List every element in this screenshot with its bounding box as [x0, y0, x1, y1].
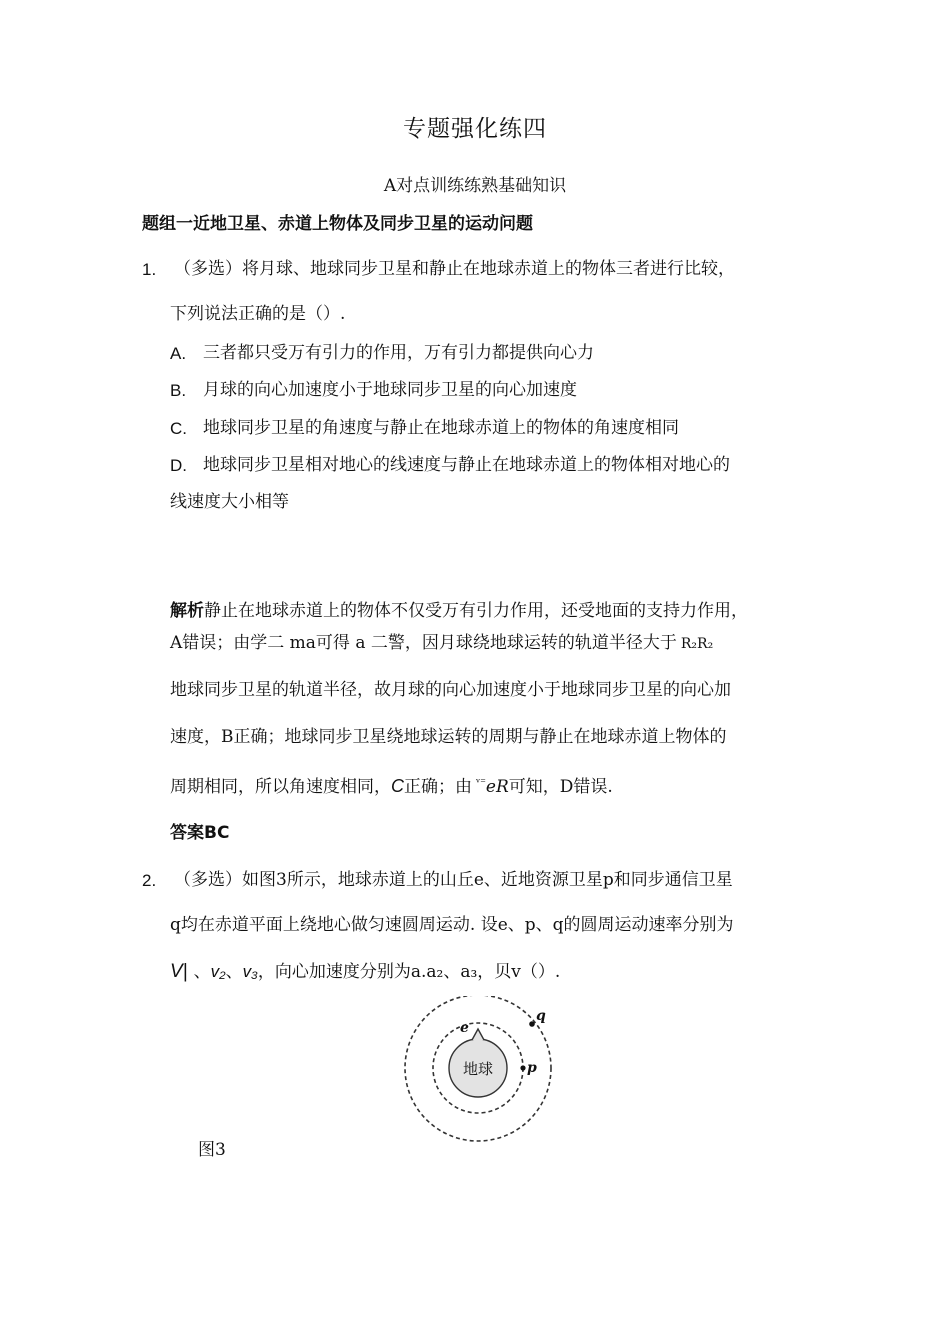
separator-1: 、: [193, 962, 211, 982]
option-b-text: 月球的向心加速度小于地球同步卫星的向心加速度: [203, 380, 577, 400]
analysis-text-1: 静止在地球赤道上的物体不仅受万有引力作用，还受地面的支持力作用，: [204, 601, 748, 621]
formula-eR: eR: [485, 777, 509, 797]
question-2-stem-line3-rest: ，向心加速度分别为a.a₂、a₃，贝v（）.: [257, 962, 561, 982]
option-d-text: 地球同步卫星相对地心的线速度与静止在地球赤道上的物体相对地心的: [203, 455, 730, 475]
question-1-number: 1.: [142, 260, 157, 279]
analysis-text-2: A错误；由学二 ma可得 a 二警，因月球绕地球运转的轨道半径大于: [170, 633, 677, 653]
option-d-label: D.: [170, 456, 187, 475]
analysis-line-1: [170, 603, 748, 620]
satellite-q-dot: [529, 1021, 535, 1027]
label-e: e: [460, 1020, 469, 1036]
analysis-line-4: 速度，B正确；地球同步卫星绕地球运转的周期与静止在地球赤道上物体的: [170, 727, 727, 747]
question-2-stem-line1: （多选）如图3所示，地球赤道上的山丘e、近地资源卫星p和同步通信卫星: [174, 870, 733, 890]
analysis-text-5-end: 可知，D错误.: [508, 777, 613, 797]
earth-label: 地球: [462, 1060, 494, 1078]
orbit-diagram: [400, 996, 560, 1146]
question-2-stem-line2: q均在赤道平面上绕地心做匀速圆周运动. 设e、p、q的圆周运动速率分别为: [170, 915, 734, 935]
page-title: 专题强化练四: [403, 116, 547, 142]
answer: 答案BC: [170, 823, 230, 843]
analysis-line-5: [170, 777, 613, 796]
analysis-text-5b: 正确；由: [404, 777, 472, 797]
section-heading: 题组一近地卫星、赤道上物体及同步卫星的运动问题: [142, 214, 533, 234]
analysis-label: 解析: [170, 601, 204, 621]
symbol-v2: v₂: [210, 962, 226, 981]
analysis-fraction-denominators: R₂R₂: [680, 636, 714, 652]
figure-caption: 图3: [198, 1140, 226, 1160]
option-b-label: B.: [170, 381, 187, 400]
analysis-line-2: [170, 635, 713, 652]
label-p: p: [527, 1060, 537, 1076]
option-c-label: C.: [170, 419, 187, 438]
satellite-p-dot: [520, 1065, 525, 1070]
separator-2: 、: [225, 962, 243, 982]
label-q: q: [536, 1008, 546, 1024]
page-subtitle: A对点训练练熟基础知识: [383, 176, 567, 196]
analysis-line-3: 地球同步卫星的轨道半径，故月球的向心加速度小于地球同步卫星的向心加: [170, 680, 731, 700]
formula-superscript: ᵛ⁼: [476, 776, 486, 789]
option-d-continuation: 线速度大小相等: [170, 492, 289, 512]
hill-e-marker: [472, 1029, 484, 1040]
analysis-text-5a: 周期相同，所以角速度相同，: [170, 777, 391, 797]
question-2-number: 2.: [142, 871, 157, 890]
option-c-text: 地球同步卫星的角速度与静止在地球赤道上的物体的角速度相同: [203, 418, 679, 438]
question-2-stem-line3: [170, 962, 560, 981]
question-1-stem-line1: （多选）将月球、地球同步卫星和静止在地球赤道上的物体三者进行比较，: [174, 259, 735, 279]
question-1-stem-line2: 下列说法正确的是（）.: [170, 304, 346, 324]
option-a-text: 三者都只受万有引力的作用，万有引力都提供向心力: [203, 343, 594, 363]
symbol-v1: V|: [170, 961, 188, 982]
option-a-label: A.: [170, 344, 187, 363]
analysis-option-c: C: [391, 776, 404, 796]
symbol-v3: v₃: [242, 962, 258, 981]
